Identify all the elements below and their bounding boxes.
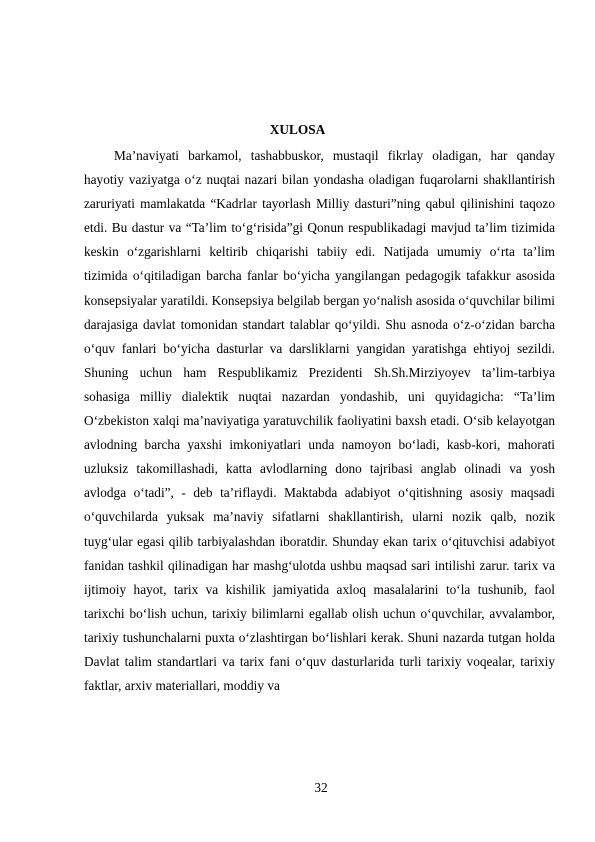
page-number: 32 [314, 780, 328, 795]
body-paragraph: Ma’naviyati barkamol, tashabbuskor, mustaqil fikrlay oladigan, har qanday hayotiy vaziyatga o‘z nuqtai nazari bilan yondasha oladigan fuqarolarni shakllantirish zaruriyati mamlakatda “Kadrlar tayorlash Milliy dasturi”ning qabul qilinishini taqozo etdi. Bu dastur va “Ta’lim to‘g‘risida”gi Qonun respublikadagi mavjud ta’lim tizimida keskin o‘zgarishlarni keltirib chiqarishi tabiiy edi. Natijada umumiy o‘rta ta’lim tizimida o‘qitiladigan barcha fanlar bo‘yicha yangilangan pedagogik tafakkur asosida konsepsiyalar yaratildi. Konsepsiya belgilab bergan yo‘nalish asosida o‘quvchilar bilimi darajasiga davlat tomonidan standart talablar qo‘yildi. Shu asnoda o‘z-o‘zidan barcha o‘quv fanlari bo‘yicha dasturlar va darsliklarni yangidan yaratishga ehtiyoj sezildi. Shuning uchun ham Respublikamiz Prezidenti Sh.Sh.Mirziyoyev ta’lim-tarbiya sohasiga milliy dialektik nuqtai nazardan yondashib, uni quyidagicha: “Ta’lim O‘zbekiston xalqi ma’naviyatiga yaratuvchilik faoliyatini baxsh etadi. O‘sib kelayotgan avlodning barcha yaxshi imkoniyatlari unda namoyon bo‘ladi, kasb-kori, mahorati uzluksiz takomillashadi, katta avlodlarning dono tajribasi anglab olinadi va yosh avlodga o‘tadi”, - deb ta’riflaydi. Maktabda adabiyot o‘qitishning asosiy maqsadi o‘quvchilarda yuksak ma’naviy sifatlarni shakllantirish, ularni nozik qalb, nozik tuyg‘ular egasi qilib tarbiyalashdan iboratdir. Shunday ekan tarix o‘qituvchisi adabiyot fanidan tashkil qilinadigan har mashg‘ulotda ushbu maqsad sari intilishi zarur. tarix va ijtimoiy hayot, tarix va kishilik jamiyatida axloq masalalarini to‘la tushunib, faol tarixchi bo‘lish uchun, tarixiy bilimlarni egallab olish uchun o‘quvchilar, avvalambor, tarixiy tushunchalarni puxta o‘zlashtirgan bo‘lishlari kerak. Shuni nazarda tutgan holda Davlat talim standartlari va tarix fani o‘quv dasturlarida turli tarixiy voqealar, tarixiy faktlar, arxiv materiallari, moddiy va [84, 148, 555, 694]
section-heading: XULOSA [269, 122, 326, 137]
